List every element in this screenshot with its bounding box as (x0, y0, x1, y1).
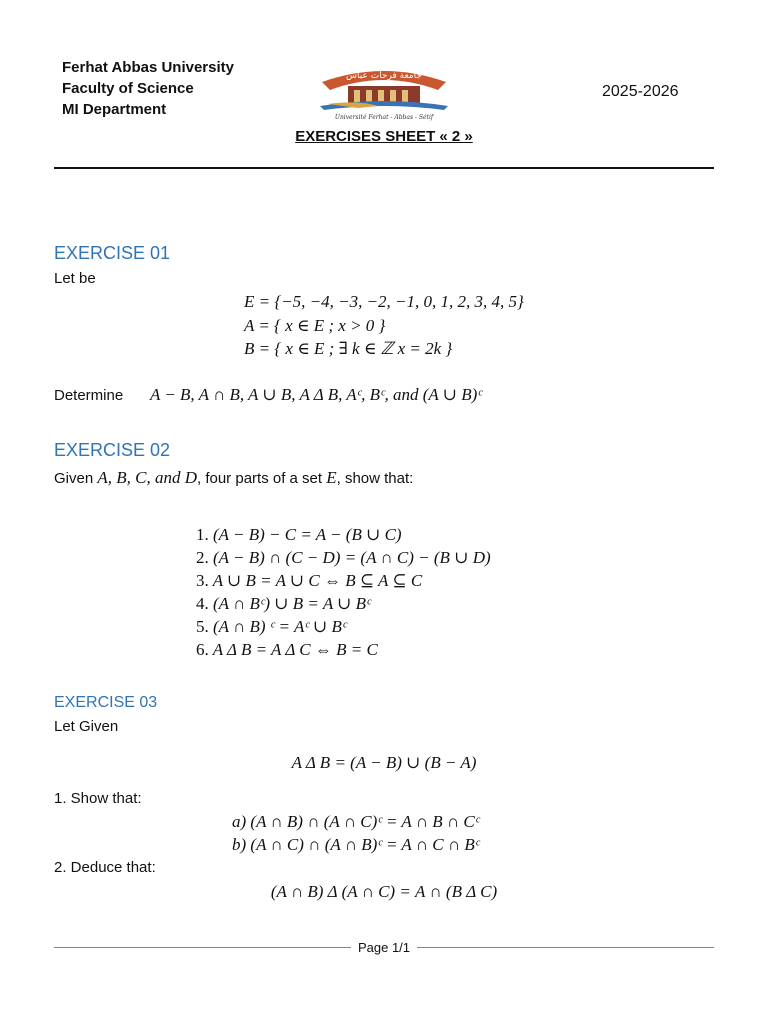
intro-sets: A, B, C, and D (97, 468, 197, 487)
exercise-02-intro (54, 468, 413, 488)
list-item (196, 617, 491, 640)
determine-expression: A − B, A ∩ B, A ∪ B, A Δ B, Aᶜ, Bᶜ, and (A ∪ B)ᶜ (150, 385, 482, 404)
page-number: Page 1/1 (357, 940, 411, 955)
intro-text-mid: , four parts of a set (197, 470, 323, 487)
intro-set-e: E (326, 468, 337, 487)
item-number: 3. (196, 571, 209, 590)
department-name: MI Department (62, 101, 167, 118)
sheet-title: EXERCISES SHEET « 2 » (295, 128, 473, 145)
university-name: Ferhat Abbas University (62, 59, 234, 76)
logo-caption: Université Ferhat - Abbas - Sétif (334, 114, 434, 121)
item-expression: (A − B) − C = A − (B ∪ C) (213, 525, 402, 544)
item-expression: (A − B) ∩ (C − D) = (A ∩ C) − (B ∪ D) (213, 548, 491, 567)
exercise-02-list (196, 525, 491, 663)
item-number: 6. (196, 640, 209, 659)
item-expression: A ∪ B = A ∪ C ⇔ B ⊆ A ⊆ C (212, 571, 423, 590)
intro-text-post: , show that: (336, 470, 414, 487)
item-expression: A Δ B = A Δ C ⇔ B = C (212, 640, 378, 659)
set-e-definition: E = {−5, −4, −3, −2, −1, 0, 1, 2, 3, 4, 5} (244, 292, 524, 311)
list-item (196, 571, 491, 594)
item-number: 2. (196, 548, 209, 567)
exercise-02-title: EXERCISE 02 (54, 440, 171, 460)
question-1b: b) (A ∩ C) ∩ (A ∩ B)ᶜ = A ∩ C ∩ Bᶜ (232, 835, 480, 854)
item-expression: (A ∩ B) ᶜ = Aᶜ ∪ Bᶜ (213, 617, 347, 636)
item-expression: (A ∩ Bᶜ) ∪ B = A ∪ Bᶜ (213, 594, 371, 613)
question-1a: a) (A ∩ B) ∩ (A ∩ C)ᶜ = A ∩ B ∩ Cᶜ (232, 812, 480, 831)
university-logo (318, 56, 450, 122)
list-item (196, 525, 491, 548)
list-item (196, 640, 491, 663)
header-divider (54, 167, 714, 169)
item-number: 1. (196, 525, 209, 544)
logo-arabic-text: جامعة فرحات عباس (346, 71, 422, 81)
set-a-definition: A = { x ∈ E ; x > 0 } (244, 316, 386, 335)
question-2: 2. Deduce that: (54, 859, 156, 876)
list-item (196, 548, 491, 571)
academic-year: 2025-2026 (602, 83, 679, 100)
determine-label: Determine (54, 387, 124, 404)
set-b-definition: B = { x ∈ E ; ∃ k ∈ ℤ x = 2k } (244, 339, 453, 358)
question-2-expression: (A ∩ B) Δ (A ∩ C) = A ∩ (B Δ C) (270, 882, 498, 901)
symmetric-difference-definition: A Δ B = (A − B) ∪ (B − A) (291, 753, 477, 772)
exercise-01-title: EXERCISE 01 (54, 243, 171, 263)
question-1: 1. Show that: (54, 790, 142, 807)
faculty-name: Faculty of Science (62, 80, 194, 97)
exercise-03-title: EXERCISE 03 (54, 694, 158, 711)
exercise-03-intro: Let Given (54, 718, 119, 735)
item-number: 5. (196, 617, 209, 636)
intro-text: Given (54, 470, 94, 487)
item-number: 4. (196, 594, 209, 613)
exercise-01-intro: Let be (54, 270, 96, 287)
list-item (196, 594, 491, 617)
